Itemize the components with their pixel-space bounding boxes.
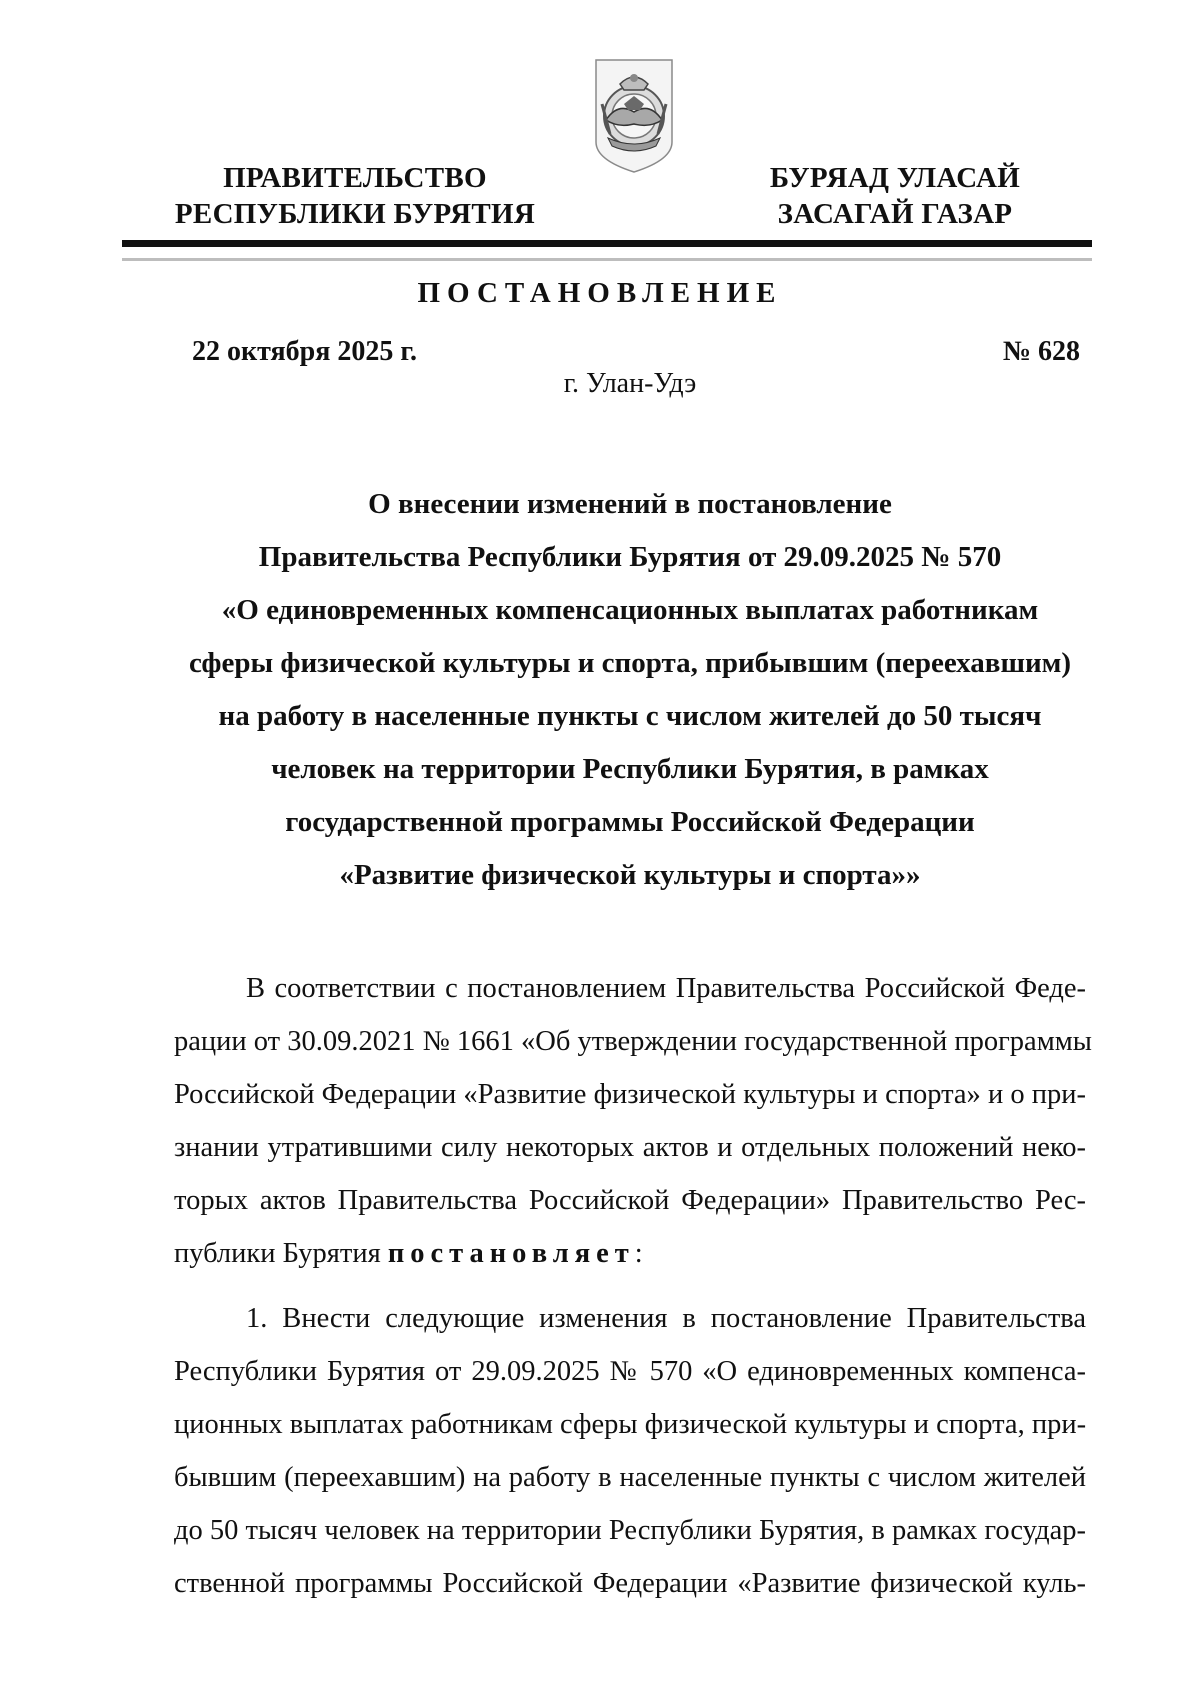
preamble-line: Российской Федерации «Развитие физической культуры и спорта» и о при- bbox=[174, 1079, 1086, 1110]
item-1-line: Республики Бурятия от 29.09.2025 № 570 «О единовременных компенса- bbox=[174, 1356, 1086, 1387]
item-1-line: до 50 тысяч человек на территории Республики Бурятия, в рамках государ- bbox=[174, 1515, 1086, 1546]
document-date: 22 октября 2025 г. bbox=[192, 336, 417, 367]
document-type: ПОСТАНОВЛЕНИЕ bbox=[417, 277, 783, 309]
item-1-line: 1. Внести следующие изменения в постановление Правительства bbox=[246, 1303, 1086, 1334]
resolves-word: постановляет bbox=[387, 1238, 635, 1269]
preamble-line: торых актов Правительства Российской Федерации» Правительство Рес- bbox=[174, 1185, 1086, 1216]
government-name-line2: РЕСПУБЛИКИ БУРЯТИЯ bbox=[174, 198, 536, 230]
document-title bbox=[140, 478, 1120, 902]
title-line: О внесении изменений в постановление bbox=[368, 488, 892, 520]
preamble-paragraph bbox=[174, 962, 1092, 1280]
preamble-last-line bbox=[174, 1227, 1086, 1280]
title-line: «Развитие физической культуры и спорта»» bbox=[339, 859, 921, 891]
document-number: № 628 bbox=[1002, 336, 1080, 367]
government-name-line1: ПРАВИТЕЛЬСТВО bbox=[223, 162, 487, 194]
item-1-paragraph bbox=[174, 1292, 1086, 1610]
preamble-line: рации от 30.09.2021 № 1661 «Об утверждении государственной программы bbox=[174, 1026, 1092, 1057]
title-line: государственной программы Российской Федерации bbox=[285, 806, 975, 838]
government-name-russian bbox=[160, 160, 550, 232]
preamble-last-line-start: публики Бурятия bbox=[174, 1238, 388, 1269]
government-name-buryat-line1: БУРЯАД УЛАСАЙ bbox=[769, 162, 1021, 194]
preamble-line: знании утратившими силу некоторых актов и отдельных положений неко- bbox=[174, 1132, 1086, 1163]
document-city: г. Улан-Удэ bbox=[563, 368, 697, 399]
preamble-line: В соответствии с постановлением Правительства Российской Феде- bbox=[246, 973, 1086, 1004]
government-name-buryat bbox=[730, 160, 1060, 232]
item-1-line: ционных выплатах работникам сферы физической культуры и спорта, при- bbox=[174, 1409, 1087, 1440]
title-line: Правительства Республики Бурятия от 29.09.2025 № 570 bbox=[258, 541, 1002, 573]
coat-of-arms-icon bbox=[590, 54, 678, 176]
government-name-buryat-line2: ЗАСАГАЙ ГАЗАР bbox=[777, 198, 1013, 230]
header-rule-thick bbox=[122, 240, 1092, 247]
title-line: «О единовременных компенсационных выплатах работникам bbox=[221, 594, 1039, 626]
title-line: сферы физической культуры и спорта, прибывшим (переехавшим) bbox=[188, 647, 1072, 679]
item-1-line: бывшим (переехавшим) на работу в населенные пункты с числом жителей bbox=[174, 1462, 1086, 1493]
title-line: человек на территории Республики Бурятия, в рамках bbox=[271, 753, 989, 785]
item-1-line: ственной программы Российской Федерации «Развитие физической куль- bbox=[174, 1568, 1086, 1599]
preamble-colon: : bbox=[634, 1238, 643, 1269]
header-rule-thin bbox=[122, 258, 1092, 261]
title-line: на работу в населенные пункты с числом жителей до 50 тысяч bbox=[218, 700, 1042, 732]
coat-of-arms-emblem bbox=[590, 54, 678, 176]
